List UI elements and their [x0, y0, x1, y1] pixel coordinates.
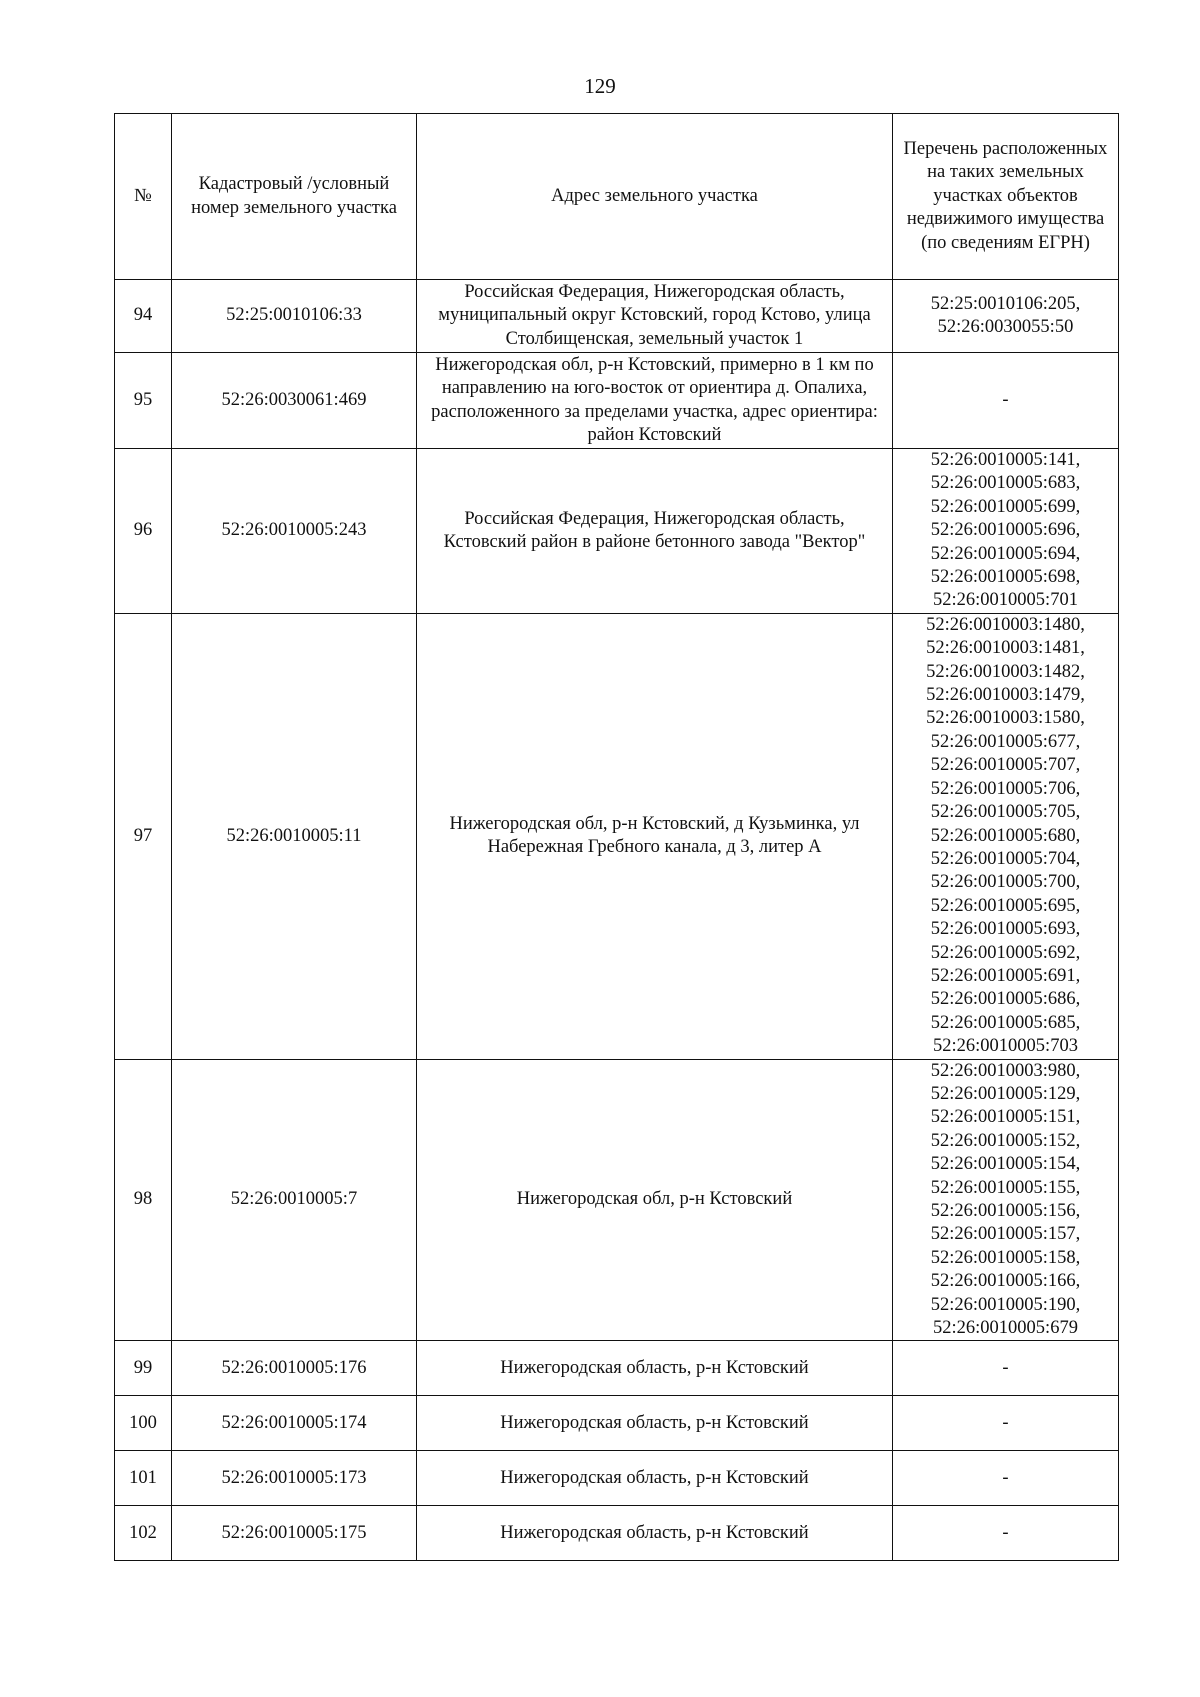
object-cadastral-number: 52:26:0010005:141,: [930, 450, 1081, 470]
table-row: [115, 353, 1119, 449]
row-address: Нижегородская область, р-н Кстовский: [417, 1506, 893, 1561]
page-number: 129: [584, 74, 616, 98]
header-number: №: [115, 114, 172, 280]
object-cadastral-number: 52:26:0010005:154,: [930, 1154, 1081, 1175]
row-number: 94: [115, 280, 172, 353]
object-cadastral-number: 52:26:0010005:693,: [930, 919, 1081, 940]
row-address: Нижегородская обл, р-н Кстовский, д Кузьминка, ул Набережная Гребного канала, д 3, литер А: [417, 613, 893, 1059]
row-address: Нижегородская область, р-н Кстовский: [417, 1396, 893, 1451]
row-number: 101: [115, 1451, 172, 1506]
row-objects: [893, 449, 1119, 614]
header-address: Адрес земельного участка: [417, 114, 893, 280]
object-cadastral-number: 52:26:0010003:980,: [930, 1060, 1081, 1081]
object-cadastral-number: 52:26:0010005:698,: [930, 567, 1081, 588]
object-cadastral-number: -: [1002, 1357, 1009, 1378]
object-cadastral-number: 52:26:0010005:696,: [930, 520, 1081, 541]
object-cadastral-number: 52:26:0010005:701: [933, 590, 1078, 611]
object-cadastral-number: 52:26:0010005:695,: [930, 895, 1081, 916]
object-cadastral-number: 52:26:0010005:704,: [930, 848, 1081, 869]
object-cadastral-number: 52:26:0010005:151,: [930, 1107, 1081, 1128]
object-cadastral-number: 52:26:0010005:686,: [930, 989, 1081, 1010]
row-cadastral-number: 52:26:0010005:11: [172, 613, 417, 1059]
row-cadastral-number: 52:26:0010005:173: [172, 1451, 417, 1506]
table-row: [115, 1341, 1119, 1396]
object-cadastral-number: 52:26:0010005:705,: [930, 802, 1081, 823]
object-cadastral-number: 52:26:0010005:699,: [930, 496, 1081, 517]
object-cadastral-number: 52:26:0010005:706,: [930, 778, 1081, 799]
row-address: Нижегородская область, р-н Кстовский: [417, 1451, 893, 1506]
row-number: 99: [115, 1341, 172, 1396]
object-cadastral-number: -: [1002, 1467, 1009, 1488]
row-number: 100: [115, 1396, 172, 1451]
row-number: 98: [115, 1059, 172, 1341]
row-address: Российская Федерация, Нижегородская область, муниципальный округ Кстовский, город Кстово, улица Столбищенская, земельный участок 1: [417, 280, 893, 353]
object-cadastral-number: 52:26:0010005:683,: [930, 473, 1081, 494]
object-cadastral-number: 52:26:0010003:1480,: [926, 614, 1085, 635]
object-cadastral-number: 52:26:0030055:50: [937, 317, 1074, 337]
table-row: [115, 280, 1119, 353]
row-number: 95: [115, 353, 172, 449]
row-cadastral-number: 52:26:0030061:469: [172, 353, 417, 449]
object-cadastral-number: 52:25:0010106:205,: [930, 293, 1081, 314]
land-plots-table: [114, 113, 1119, 1561]
header-cadastral-number: Кадастровый /условный номер земельного участка: [172, 114, 417, 280]
object-cadastral-number: 52:26:0010003:1580,: [926, 708, 1085, 729]
object-cadastral-number: 52:26:0010005:703: [933, 1036, 1078, 1057]
object-cadastral-number: 52:26:0010003:1479,: [926, 685, 1085, 706]
object-cadastral-number: 52:26:0010005:680,: [930, 825, 1081, 846]
row-cadastral-number: 52:26:0010005:243: [172, 449, 417, 614]
row-cadastral-number: 52:26:0010005:7: [172, 1059, 417, 1341]
object-cadastral-number: 52:26:0010005:685,: [930, 1012, 1081, 1033]
row-number: 97: [115, 613, 172, 1059]
table-row: [115, 1396, 1119, 1451]
object-cadastral-number: 52:26:0010005:692,: [930, 942, 1081, 963]
object-cadastral-number: -: [1002, 1522, 1009, 1543]
object-cadastral-number: 52:26:0010005:158,: [930, 1247, 1081, 1268]
table-row: [115, 613, 1119, 1059]
row-objects: [893, 1396, 1119, 1451]
object-cadastral-number: 52:26:0010003:1481,: [926, 638, 1085, 659]
object-cadastral-number: 52:26:0010005:190,: [930, 1294, 1081, 1315]
object-cadastral-number: 52:26:0010005:166,: [930, 1271, 1081, 1292]
table-row: [115, 449, 1119, 614]
row-objects: [893, 280, 1119, 353]
row-cadastral-number: 52:26:0010005:176: [172, 1341, 417, 1396]
row-cadastral-number: 52:26:0010005:174: [172, 1396, 417, 1451]
table-row: [115, 1059, 1119, 1341]
row-objects: [893, 1059, 1119, 1341]
object-cadastral-number: 52:26:0010005:156,: [930, 1201, 1081, 1221]
row-objects: [893, 1341, 1119, 1396]
header-objects: Перечень расположенных на таких земельных участках объектов недвижимого имущества (по сведениям ЕГРН): [893, 114, 1119, 280]
object-cadastral-number: 52:26:0010005:155,: [930, 1177, 1081, 1198]
object-cadastral-number: 52:26:0010005:694,: [930, 543, 1081, 564]
row-cadastral-number: 52:26:0010005:175: [172, 1506, 417, 1561]
row-objects: [893, 1506, 1119, 1561]
row-objects: [893, 613, 1119, 1059]
object-cadastral-number: 52:26:0010005:677,: [930, 731, 1081, 752]
object-cadastral-number: 52:26:0010005:707,: [930, 755, 1081, 776]
row-address: Нижегородская область, р-н Кстовский: [417, 1341, 893, 1396]
object-cadastral-number: 52:26:0010003:1482,: [926, 661, 1085, 682]
table-header-row: [115, 114, 1119, 280]
table-row: [115, 1451, 1119, 1506]
object-cadastral-number: 52:26:0010005:679: [933, 1318, 1078, 1339]
object-cadastral-number: -: [1002, 389, 1009, 410]
table-row: [115, 1506, 1119, 1561]
row-cadastral-number: 52:25:0010106:33: [172, 280, 417, 353]
row-address: Нижегородская обл, р-н Кстовский, примерно в 1 км по направлению на юго-восток от ориентира д. Опалиха, расположенного за пределами участка, адрес ориентира: район Кстовский: [417, 353, 893, 449]
row-address: Нижегородская обл, р-н Кстовский: [417, 1059, 893, 1341]
row-address: Российская Федерация, Нижегородская область, Кстовский район в районе бетонного завода "Вектор": [417, 449, 893, 614]
row-objects: [893, 1451, 1119, 1506]
object-cadastral-number: 52:26:0010005:129,: [930, 1083, 1081, 1104]
object-cadastral-number: 52:26:0010005:157,: [930, 1224, 1081, 1245]
object-cadastral-number: 52:26:0010005:152,: [930, 1130, 1081, 1151]
row-objects: [893, 353, 1119, 449]
object-cadastral-number: 52:26:0010005:700,: [930, 872, 1081, 893]
row-number: 102: [115, 1506, 172, 1561]
object-cadastral-number: -: [1002, 1412, 1009, 1433]
object-cadastral-number: 52:26:0010005:691,: [930, 965, 1081, 986]
row-number: 96: [115, 449, 172, 614]
